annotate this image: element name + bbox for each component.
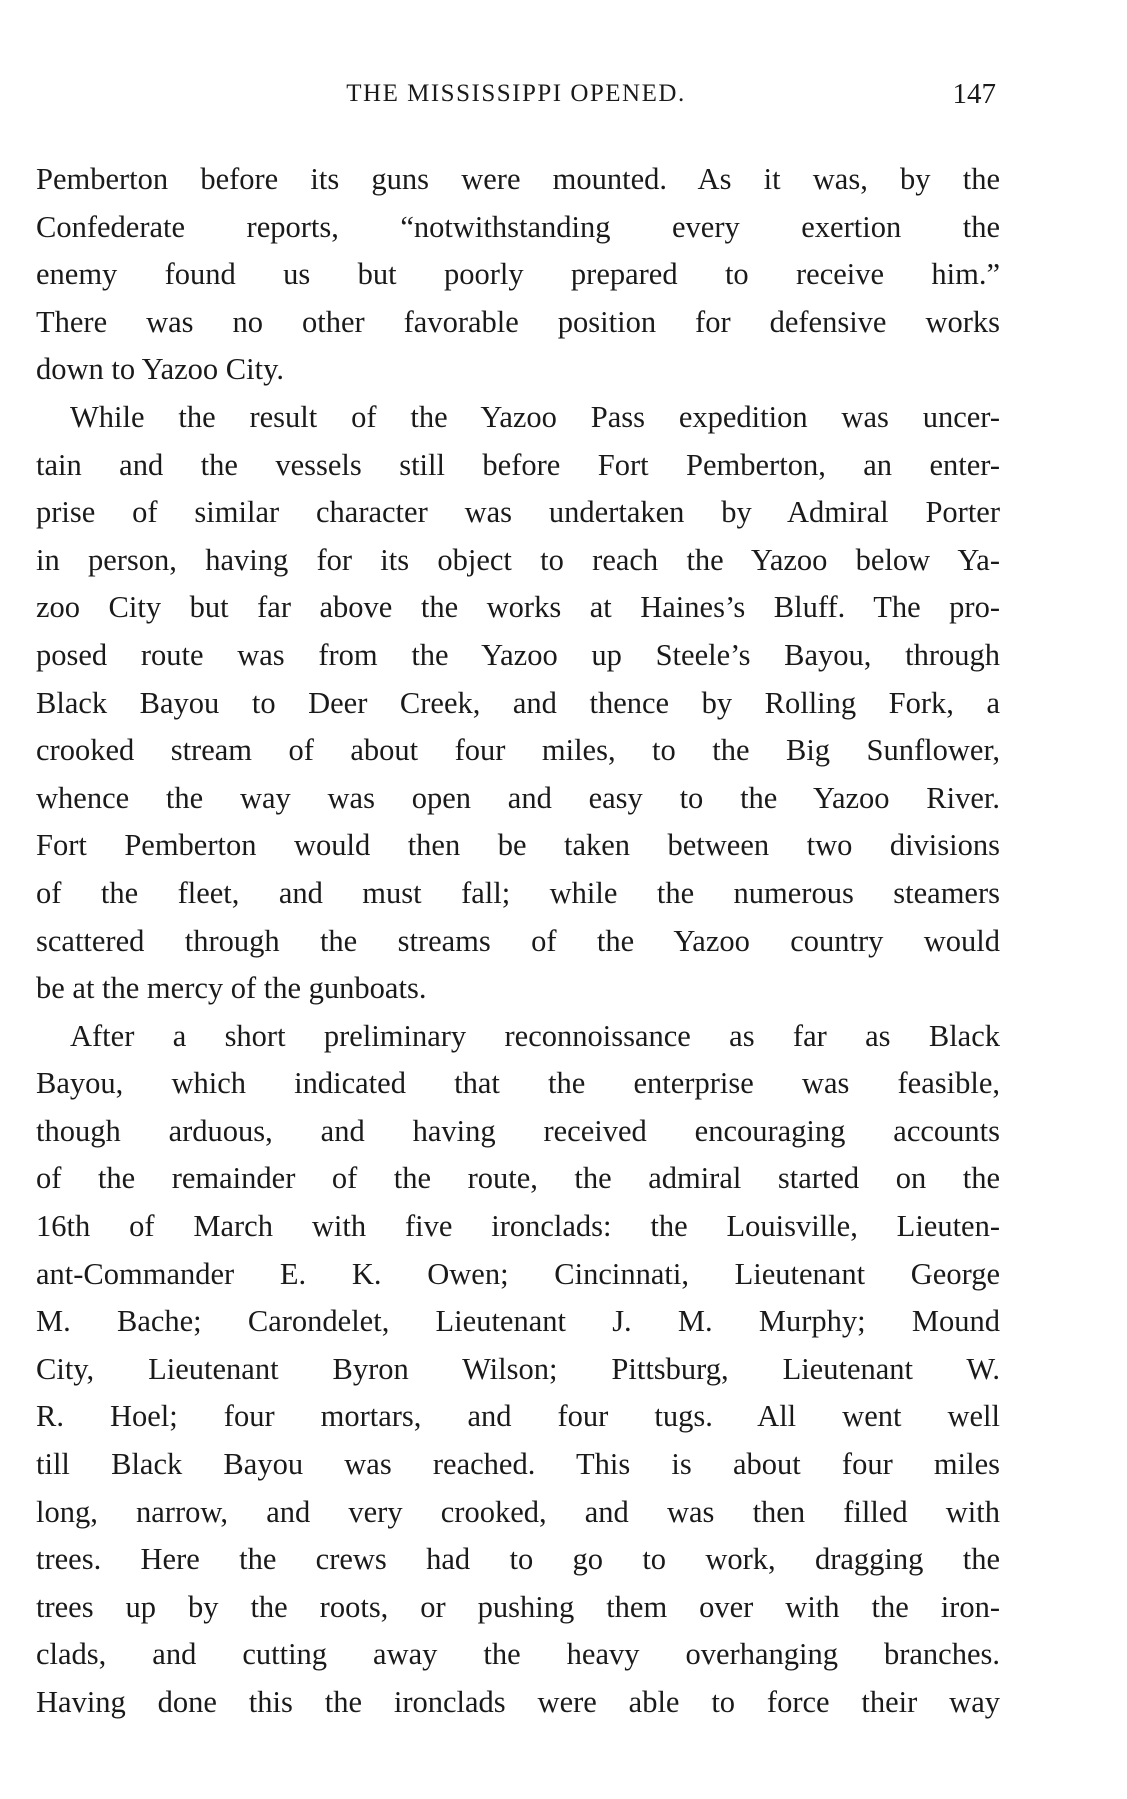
text-line: of the remainder of the route, the admiral started on the bbox=[36, 1161, 1000, 1196]
text-line: down to Yazoo City. bbox=[36, 352, 284, 387]
text-line: enemy found us but poorly prepared to receive him.” bbox=[36, 257, 1000, 292]
text-line: of the fleet, and must fall; while the numerous steamers bbox=[36, 875, 1000, 910]
paragraph-first-line: After a short preliminary reconnoissance as far as Black bbox=[70, 1018, 1000, 1053]
text-line: Bayou, which indicated that the enterprise was feasible, bbox=[36, 1066, 1000, 1101]
text-line: crooked stream of about four miles, to the Big Sunflower, bbox=[36, 733, 1000, 768]
text-line: There was no other favorable position for defensive works bbox=[36, 304, 1000, 339]
text-line: ant-Commander E. K. Owen; Cincinnati, Lieutenant George bbox=[36, 1256, 1000, 1291]
text-line: Having done this the ironclads were able to force their way bbox=[36, 1685, 1000, 1719]
text-line: Black Bayou to Deer Creek, and thence by Rolling Fork, a bbox=[36, 685, 1000, 720]
text-line: City, Lieutenant Byron Wilson; Pittsburg, Lieutenant W. bbox=[36, 1351, 1000, 1386]
text-line: trees. Here the crews had to go to work, dragging the bbox=[36, 1542, 1000, 1577]
text-line: long, narrow, and very crooked, and was then filled with bbox=[36, 1494, 1000, 1529]
text-line: scattered through the streams of the Yazoo country would bbox=[36, 923, 1000, 958]
text-line: be at the mercy of the gunboats. bbox=[36, 971, 427, 1006]
paragraph-first-line: While the result of the Yazoo Pass expedition was uncer- bbox=[70, 399, 1000, 434]
text-line: Confederate reports, “notwithstanding every exertion the bbox=[36, 209, 1000, 244]
text-line: whence the way was open and easy to the Yazoo River. bbox=[36, 780, 1000, 815]
text-line: zoo City but far above the works at Haines’s Bluff. The pro- bbox=[36, 590, 1000, 625]
text-line: M. Bache; Carondelet, Lieutenant J. M. Murphy; Mound bbox=[36, 1304, 1000, 1339]
body-text bbox=[36, 156, 1000, 1727]
text-line: till Black Bayou was reached. This is about four miles bbox=[36, 1447, 1000, 1482]
text-line: trees up by the roots, or pushing them over with the iron- bbox=[36, 1589, 1000, 1624]
text-line: clads, and cutting away the heavy overhanging branches. bbox=[36, 1637, 1000, 1672]
text-line: though arduous, and having received encouraging accounts bbox=[36, 1113, 1000, 1148]
text-line: tain and the vessels still before Fort Pemberton, an enter- bbox=[36, 447, 1000, 482]
text-line: Fort Pemberton would then be taken between two divisions bbox=[36, 828, 1000, 863]
running-title: THE MISSISSIPPI OPENED. bbox=[346, 80, 686, 107]
running-header bbox=[36, 74, 996, 114]
text-line: posed route was from the Yazoo up Steele’s Bayou, through bbox=[36, 637, 1000, 672]
page-number: 147 bbox=[952, 78, 996, 110]
text-line: 16th of March with five ironclads: the Louisville, Lieuten- bbox=[36, 1209, 1000, 1244]
text-line: prise of similar character was undertaken by Admiral Porter bbox=[36, 495, 1000, 530]
text-line: Pemberton before its guns were mounted. As it was, by the bbox=[36, 162, 1000, 196]
text-line: in person, having for its object to reach the Yazoo below Ya- bbox=[36, 542, 1000, 577]
text-line: R. Hoel; four mortars, and four tugs. All went well bbox=[36, 1399, 1000, 1434]
